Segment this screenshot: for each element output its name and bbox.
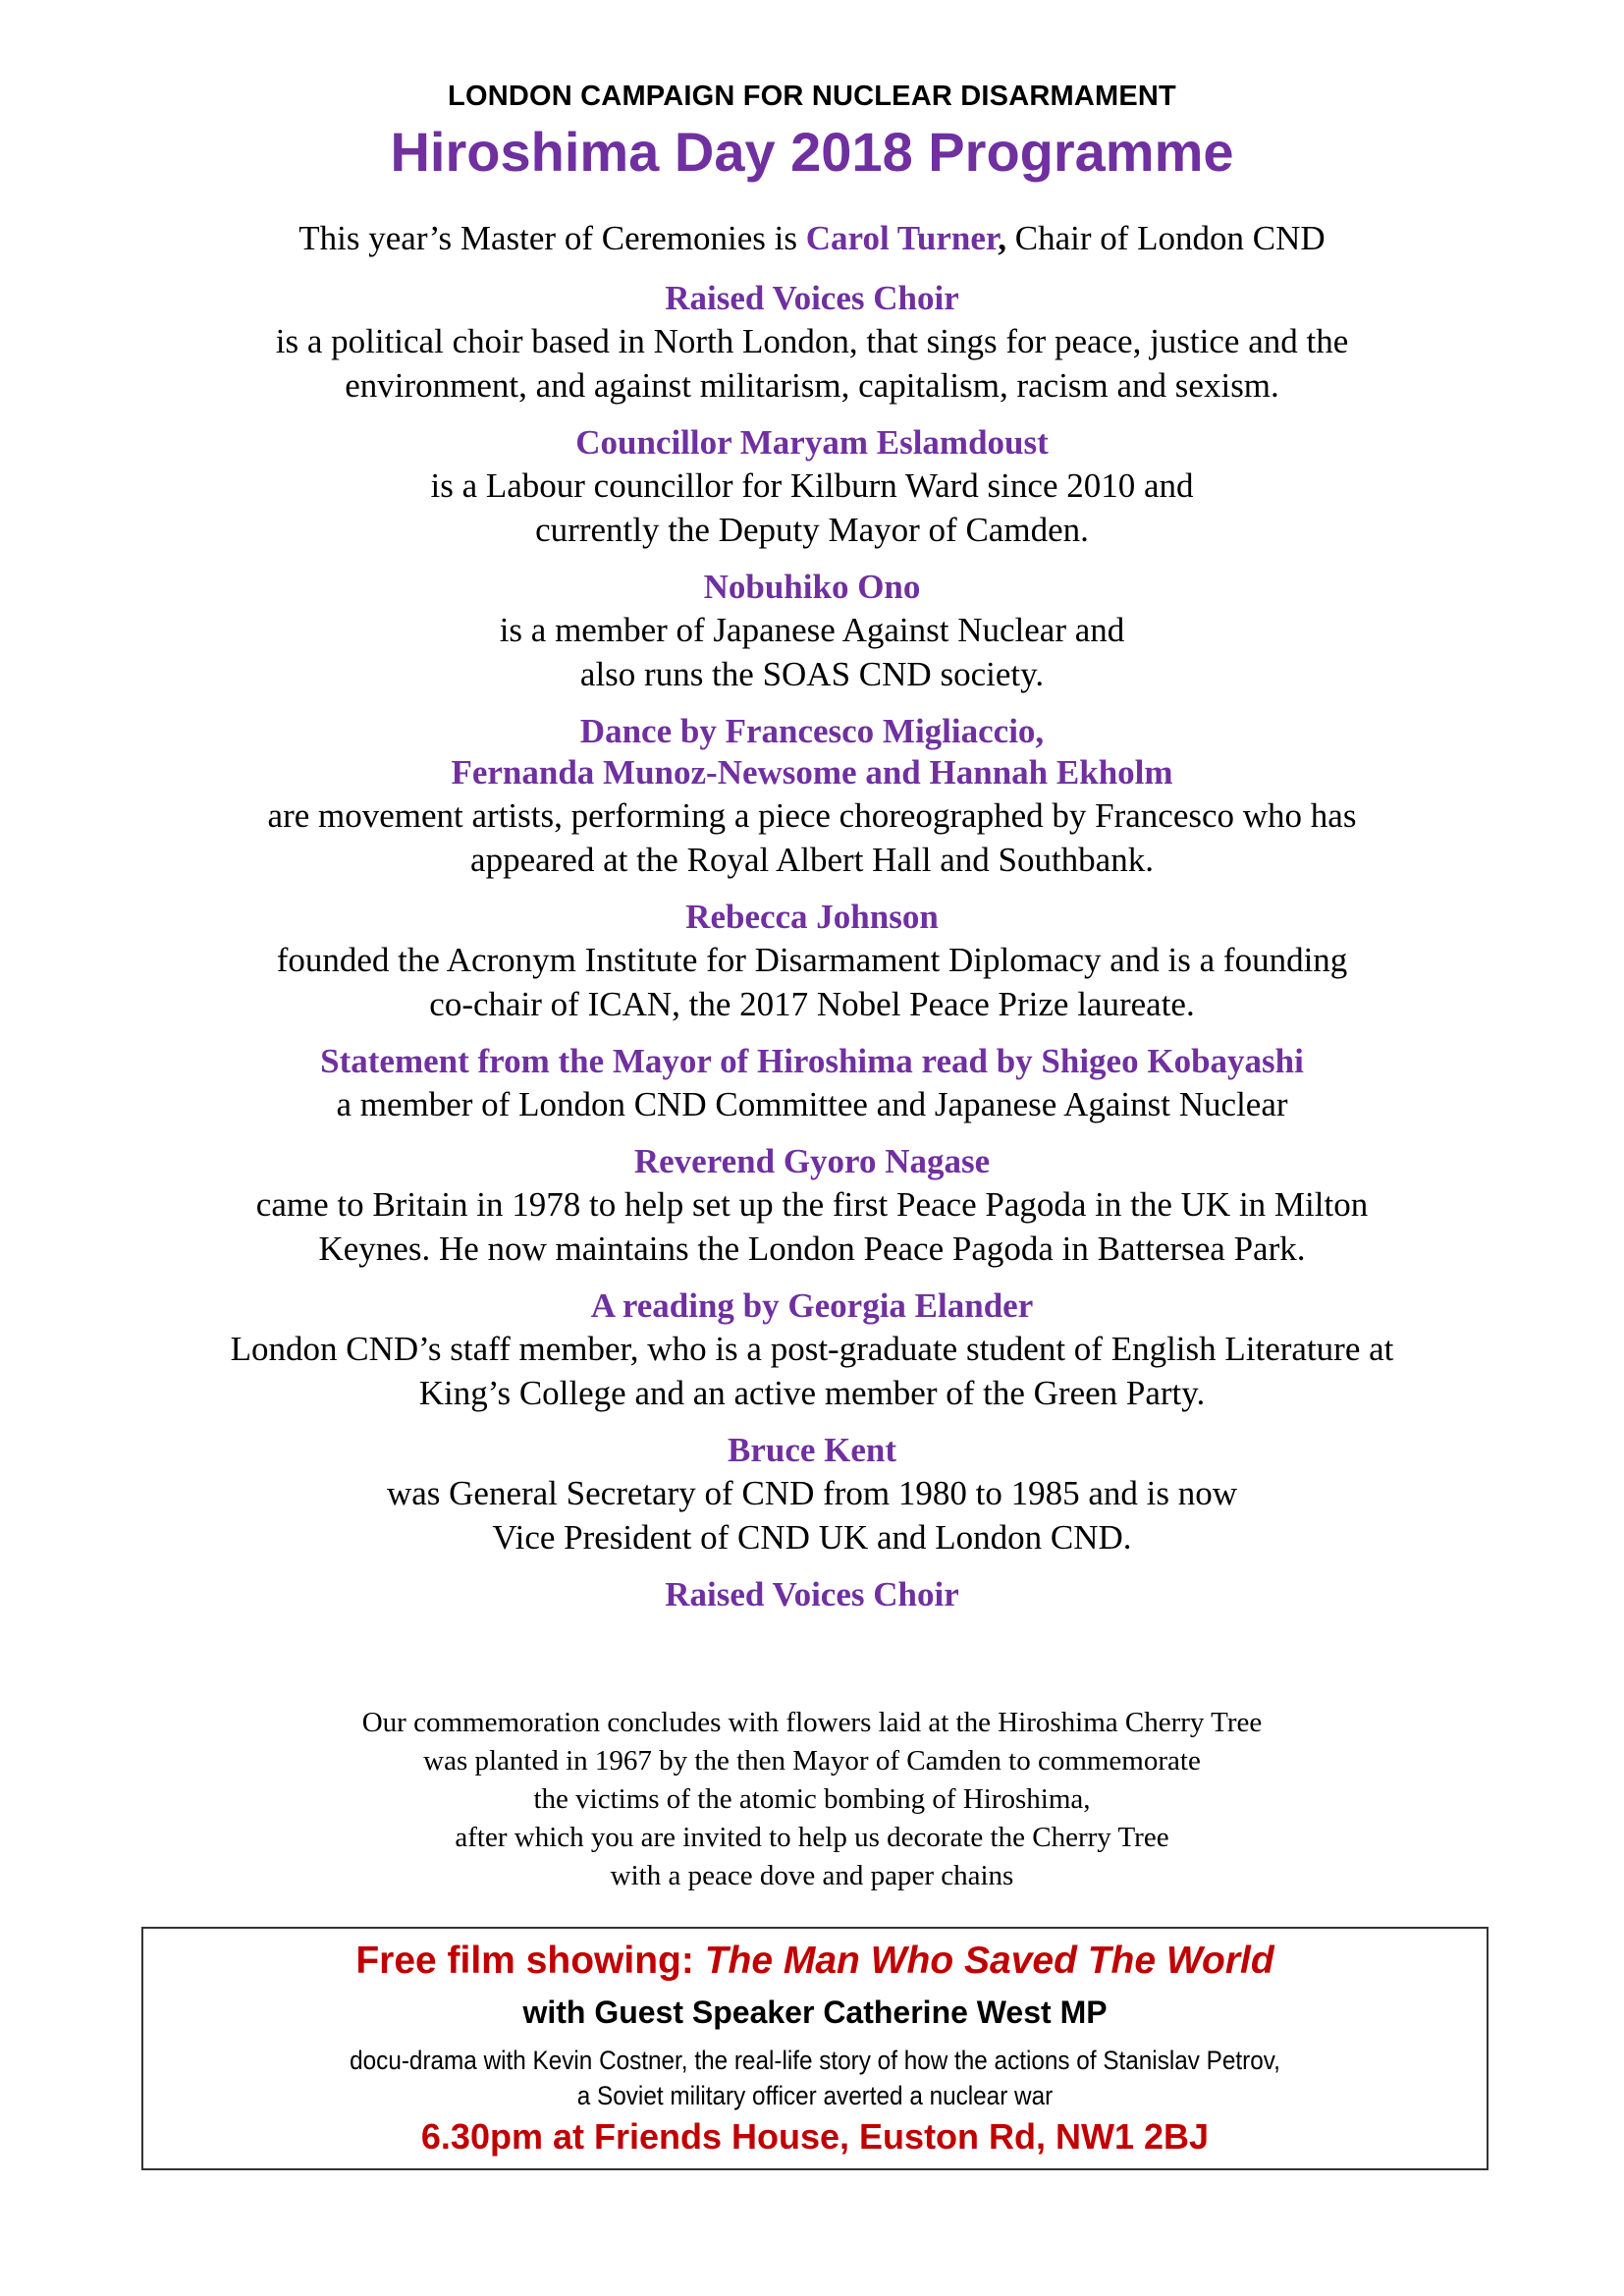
item-name: Rebecca Johnson — [685, 898, 939, 936]
film-description-line: docu-drama with Kevin Costner, the real-life story of how the actions of Stanislav Petrov, — [350, 2046, 1280, 2075]
item-description-line: currently the Deputy Mayor of Camden. — [535, 511, 1089, 549]
item-description-line: is a Labour councillor for Kilburn Ward since 2010 and — [430, 466, 1194, 505]
item-name: Councillor Maryam Eslamdoust — [575, 423, 1049, 462]
organisation-heading: LONDON CAMPAIGN FOR NUCLEAR DISARMAMENT — [448, 81, 1176, 112]
item-name: Dance by Francesco Migliaccio, — [579, 712, 1045, 750]
closing-line: the victims of the atomic bombing of Hiroshima, — [533, 1783, 1091, 1815]
item-description-line: was General Secretary of CND from 1980 to 1985 and is now — [386, 1474, 1238, 1512]
item-description-line: appeared at the Royal Albert Hall and Southbank. — [470, 841, 1154, 879]
film-title-prefix: Free film showing: — [355, 1940, 705, 1982]
closing-line: with a peace dove and paper chains — [610, 1860, 1014, 1891]
closing-line: Our commemoration concludes with flowers laid at the Hiroshima Cherry Tree — [361, 1707, 1263, 1738]
item-name: Bruce Kent — [727, 1431, 897, 1469]
programme-item — [0, 278, 1624, 408]
mc-comma: , — [998, 219, 1006, 257]
item-name: Fernanda Munoz-Newsome and Hannah Ekholm — [451, 753, 1173, 792]
programme-list — [0, 216, 1624, 1630]
programme-item — [0, 1574, 1624, 1615]
item-name: Raised Voices Choir — [665, 1575, 959, 1613]
item-description-line: Vice President of CND UK and London CND. — [492, 1518, 1132, 1557]
item-name: Reverend Gyoro Nagase — [633, 1142, 991, 1180]
master-of-ceremonies — [0, 216, 1624, 261]
item-description-line: co-chair of ICAN, the 2017 Nobel Peace Prize laureate. — [429, 985, 1195, 1023]
item-description-line: is a member of Japanese Against Nuclear and — [499, 611, 1125, 649]
programme-item — [0, 1041, 1624, 1126]
item-description-line: are movement artists, performing a piece choreographed by Francesco who has — [267, 796, 1357, 835]
item-name: Statement from the Mayor of Hiroshima read by Shigeo Kobayashi — [320, 1042, 1304, 1080]
film-description-line: a Soviet military officer averted a nuclear war — [576, 2081, 1054, 2110]
item-name: Nobuhiko Ono — [703, 568, 921, 606]
film-showing-box — [141, 1927, 1489, 2170]
programme-item — [0, 711, 1624, 882]
mc-name: Carol Turner — [805, 219, 999, 257]
programme-item — [0, 422, 1624, 552]
item-name: A reading by Georgia Elander — [590, 1286, 1034, 1325]
item-description-line: London CND’s staff member, who is a post-graduate student of English Literature at — [230, 1330, 1394, 1368]
programme-item — [0, 567, 1624, 696]
closing-line: was planted in 1967 by the then Mayor of Camden to commemorate — [423, 1745, 1201, 1777]
item-description-line: came to Britain in 1978 to help set up the first Peace Pagoda in the UK in Milton — [255, 1185, 1369, 1224]
item-description-line: King’s College and an active member of the Green Party. — [418, 1374, 1206, 1412]
item-description-line: a member of London CND Committee and Japanese Against Nuclear — [336, 1085, 1288, 1123]
item-description-line: founded the Acronym Institute for Disarmament Diplomacy and is a founding — [276, 941, 1348, 979]
film-venue-time: 6.30pm at Friends House, Euston Rd, NW1 2BJ — [420, 2116, 1210, 2157]
programme-item — [0, 1285, 1624, 1415]
programme-item — [0, 1141, 1624, 1271]
item-name: Raised Voices Choir — [665, 279, 959, 317]
item-description-line: Keynes. He now maintains the London Peace Pagoda in Battersea Park. — [318, 1230, 1306, 1268]
item-description-line: also runs the SOAS CND society. — [579, 655, 1045, 693]
closing-note — [0, 1704, 1624, 1895]
film-name: The Man Who Saved The World — [704, 1940, 1274, 1982]
programme-item — [0, 897, 1624, 1026]
film-description — [210, 2043, 1419, 2113]
mc-prefix: This year’s Master of Ceremonies is — [298, 219, 806, 257]
closing-line: after which you are invited to help us decorate the Cherry Tree — [455, 1822, 1169, 1853]
mc-suffix: Chair of London CND — [1006, 219, 1326, 257]
programme-items — [0, 278, 1624, 1615]
page-title: Hiroshima Day 2018 Programme — [390, 121, 1234, 183]
item-description-line: is a political choir based in North London, that sings for peace, justice and the — [275, 322, 1349, 360]
programme-item — [0, 1430, 1624, 1559]
film-title — [143, 1937, 1487, 1986]
item-description-line: environment, and against militarism, capitalism, racism and sexism. — [345, 366, 1279, 405]
film-guest-speaker: with Guest Speaker Catherine West MP — [522, 1995, 1108, 2030]
